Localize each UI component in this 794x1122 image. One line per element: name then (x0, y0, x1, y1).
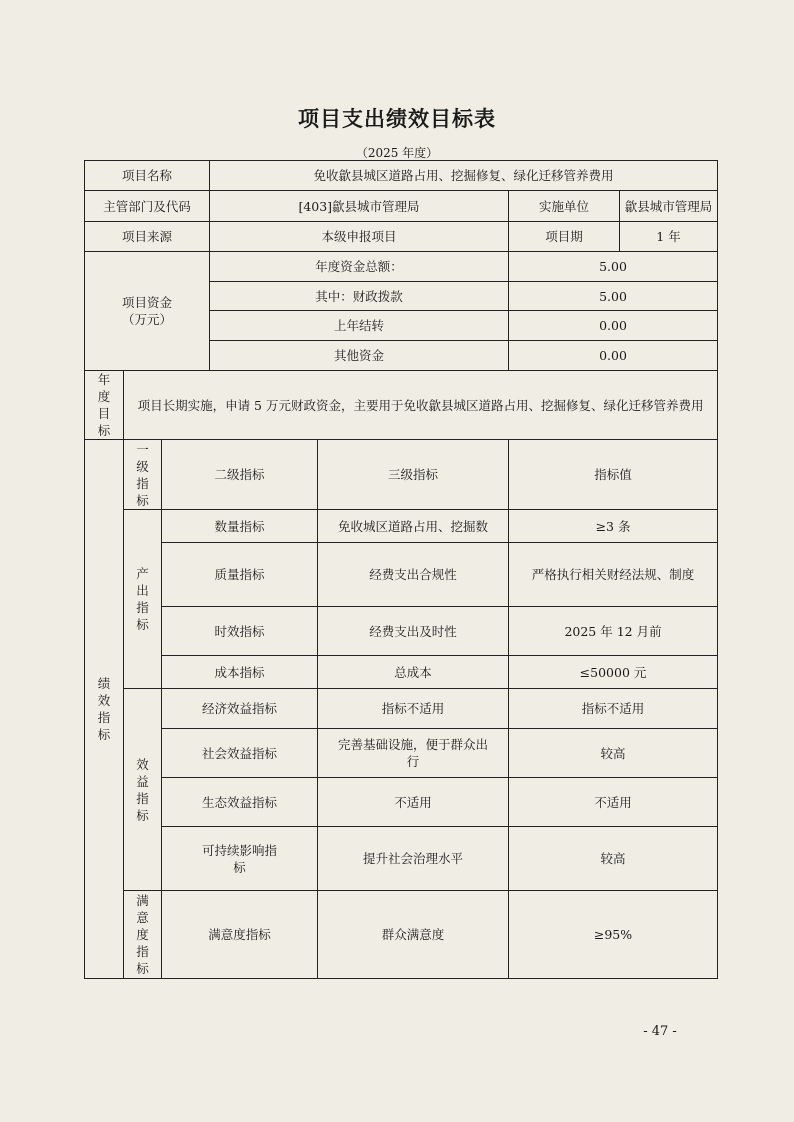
level2-cell: 经济效益指标 (162, 689, 318, 729)
level2-cell: 社会效益指标 (162, 729, 318, 778)
level3-cell: 免收城区道路占用、挖掘数 (318, 510, 509, 543)
source-label: 项目来源 (85, 222, 210, 252)
table-row (85, 371, 718, 440)
page-number: - 47 - (643, 1024, 677, 1039)
funds-row (85, 252, 718, 282)
value-cell: 较高 (509, 729, 718, 778)
funds-label: 项目资金 （万元） (85, 252, 210, 371)
table-row (85, 689, 718, 729)
level3-cell: 经费支出合规性 (318, 543, 509, 607)
project-name-value: 免收歙县城区道路占用、挖掘修复、绿化迁移管养费用 (210, 161, 718, 191)
table-row (85, 607, 718, 656)
value-header: 指标值 (509, 440, 718, 510)
funds-row-value: 0.00 (509, 311, 718, 341)
table-row (85, 778, 718, 827)
level3-cell: 指标不适用 (318, 689, 509, 729)
funds-row-label: 其中：财政拨款 (210, 282, 509, 311)
impl-unit-value: 歙县城市管理局 (620, 191, 718, 222)
funds-row-label: 年度资金总额： (210, 252, 509, 282)
level3-cell: 完善基础设施，便于群众出 行 (318, 729, 509, 778)
value-cell: 不适用 (509, 778, 718, 827)
table-row (85, 827, 718, 891)
page-title: 项目支出绩效目标表 (298, 106, 496, 131)
level3-cell: 不适用 (318, 778, 509, 827)
level3-cell: 提升社会治理水平 (318, 827, 509, 891)
output-indicator-label: 产 出 指 标 (124, 510, 162, 689)
satisfaction-indicator-label: 满 意 度 指 标 (124, 891, 162, 979)
table-row (85, 440, 718, 510)
fiscal-year: （2025 年度） (355, 146, 439, 160)
funds-row-value: 0.00 (509, 341, 718, 371)
dept-value: [403]歙县城市管理局 (210, 191, 509, 222)
value-cell: 较高 (509, 827, 718, 891)
value-cell: ≥3 条 (509, 510, 718, 543)
performance-goal-table (84, 160, 718, 979)
benefit-indicator-label: 效 益 指 标 (124, 689, 162, 891)
value-cell: 指标不适用 (509, 689, 718, 729)
period-label: 项目期 (509, 222, 620, 252)
project-name-label: 项目名称 (85, 161, 210, 191)
level2-cell: 时效指标 (162, 607, 318, 656)
level2-cell: 成本指标 (162, 656, 318, 689)
level2-cell: 满意度指标 (162, 891, 318, 979)
level3-cell: 总成本 (318, 656, 509, 689)
table-row (85, 543, 718, 607)
table-row (85, 222, 718, 252)
level3-header: 三级指标 (318, 440, 509, 510)
funds-row-label: 上年结转 (210, 311, 509, 341)
level3-cell: 群众满意度 (318, 891, 509, 979)
level2-cell: 数量指标 (162, 510, 318, 543)
level2-cell: 可持续影响指 标 (162, 827, 318, 891)
table-row (85, 191, 718, 222)
annual-goal-label: 年 度 目 标 (85, 371, 124, 440)
value-cell: ≥95% (509, 891, 718, 979)
impl-unit-label: 实施单位 (509, 191, 620, 222)
table-row (85, 161, 718, 191)
table-row (85, 510, 718, 543)
table-row (85, 656, 718, 689)
value-cell: ≤50000 元 (509, 656, 718, 689)
level1-header: 一 级 指 标 (124, 440, 162, 510)
value-cell: 严格执行相关财经法规、制度 (509, 543, 718, 607)
dept-label: 主管部门及代码 (85, 191, 210, 222)
funds-row-label: 其他资金 (210, 341, 509, 371)
perf-indicator-label: 绩 效 指 标 (85, 440, 124, 979)
value-cell: 2025 年 12 月前 (509, 607, 718, 656)
period-value: 1 年 (620, 222, 718, 252)
funds-row-value: 5.00 (509, 282, 718, 311)
level2-cell: 生态效益指标 (162, 778, 318, 827)
funds-row-value: 5.00 (509, 252, 718, 282)
table-row (85, 891, 718, 979)
level2-cell: 质量指标 (162, 543, 318, 607)
level3-cell: 经费支出及时性 (318, 607, 509, 656)
source-value: 本级申报项目 (210, 222, 509, 252)
table-row (85, 729, 718, 778)
annual-goal-text: 项目长期实施，申请 5 万元财政资金，主要用于免收歙县城区道路占用、挖掘修复、绿化迁移管养费用 (124, 371, 718, 440)
level2-header: 二级指标 (162, 440, 318, 510)
